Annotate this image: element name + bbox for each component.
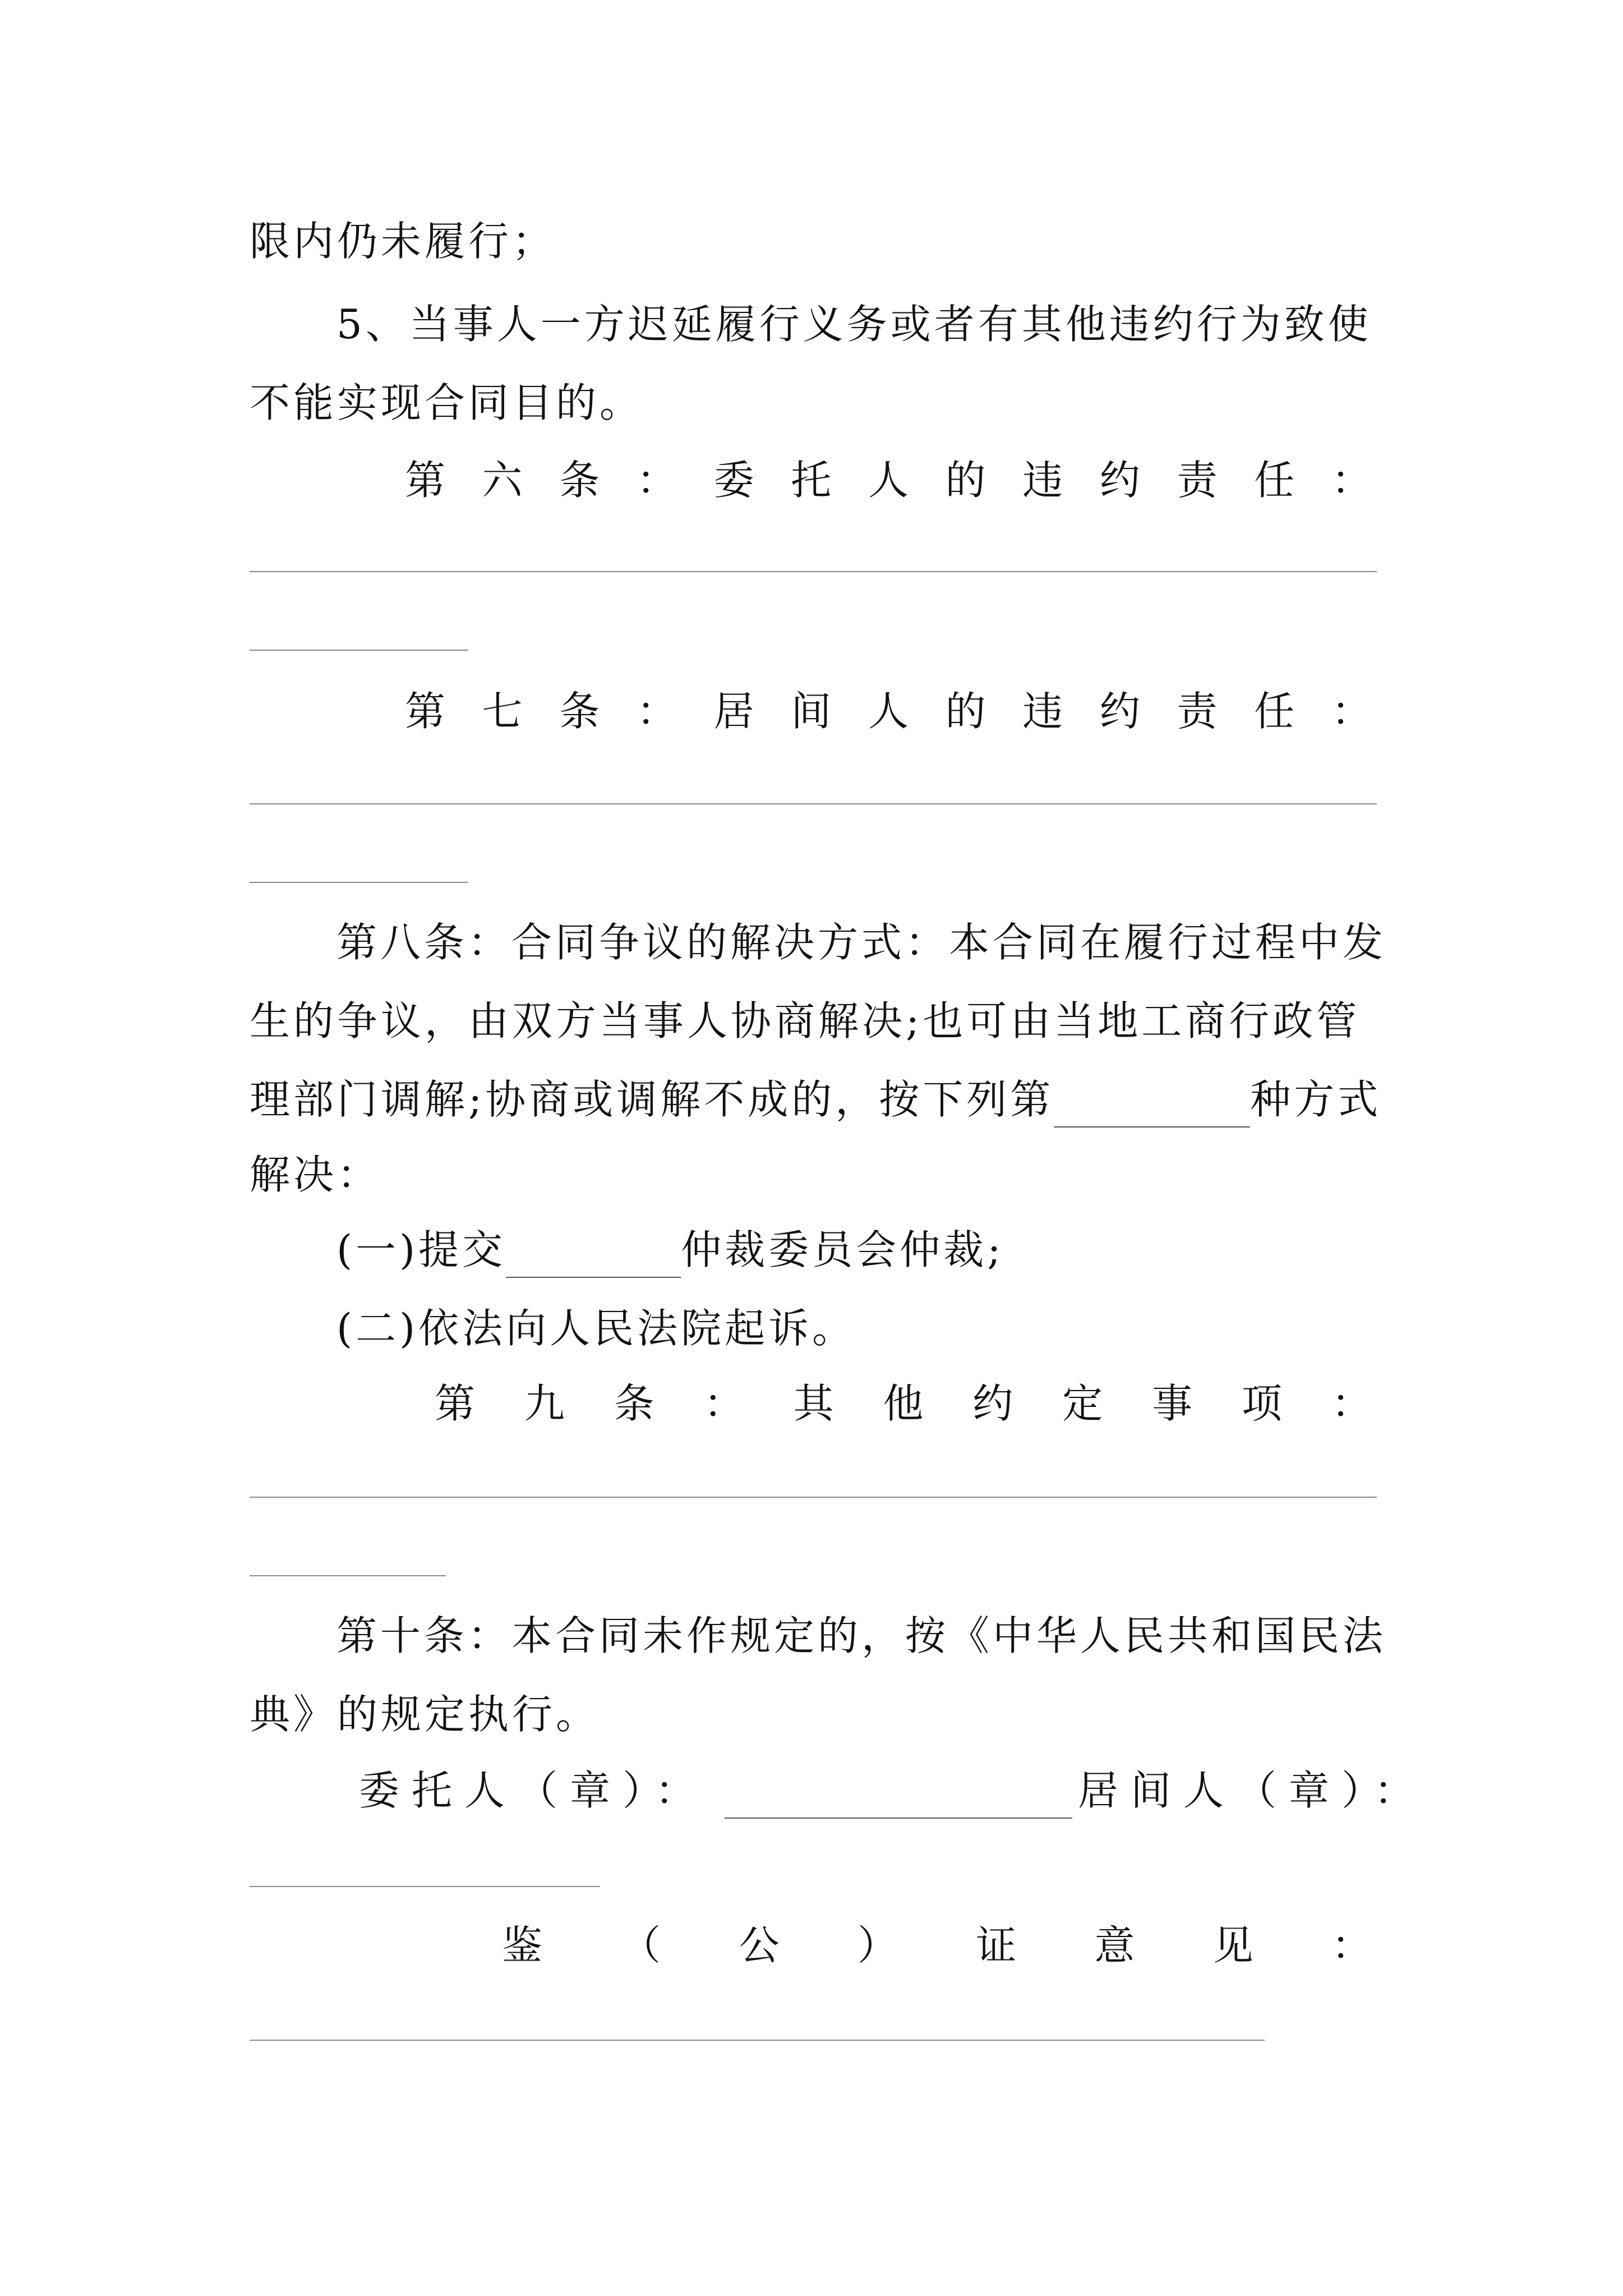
intermediary-seal-label: 居间人（章）： <box>1078 1767 1427 1814</box>
article-7-heading: 第 七 条 ： 居 间 人 的 违 约 责 任 ： <box>405 688 1375 735</box>
text-line-1: 限内仍未履行； <box>250 218 556 265</box>
article-6-blank-line-end <box>250 650 468 651</box>
article-10-line-1: 第十条：本合同未作规定的，按《中华人民共和国民法 <box>336 1612 1387 1659</box>
article-8-line-1: 第八条：合同争议的解决方式：本合同在履行过程中发 <box>336 919 1387 966</box>
notarization-heading: 鉴 （ 公 ） 证 意 见 ： <box>502 1922 1375 1969</box>
article-9-blank-line-end <box>250 1575 446 1576</box>
arbitration-committee-blank <box>506 1236 681 1278</box>
article-8-line-4: 解决： <box>250 1151 381 1198</box>
dispute-method-blank <box>1054 1086 1250 1128</box>
notarization-blank-line <box>250 2040 1265 2041</box>
article-8-line-2: 生的争议，由双方当事人协商解决;也可由当地工商行政管 <box>250 997 1361 1045</box>
article-7-blank-line <box>250 803 1377 804</box>
text-line-3: 不能实现合同目的。 <box>250 379 644 426</box>
article-6-heading: 第 六 条 ： 委 托 人 的 违 约 责 任 ： <box>405 457 1375 504</box>
article-10-line-2: 典》的规定执行。 <box>250 1691 600 1738</box>
litigation-option: (二)依法向人民法院起诉。 <box>336 1305 856 1352</box>
article-6-blank-line <box>250 571 1377 572</box>
intermediary-seal-blank <box>250 1886 600 1887</box>
article-9-heading: 第 九 条 ： 其 他 约 定 事 项 ： <box>435 1380 1375 1427</box>
principal-seal-blank <box>725 1777 1072 1819</box>
arbitration-option: (一)提交 仲裁委员会仲裁; <box>336 1222 1391 1278</box>
text-line-clause-5: 5、当事人一方迟延履行义务或者有其他违约行为致使 <box>336 301 1372 348</box>
principal-seal-label: 委托人（章）： <box>359 1767 708 1814</box>
signature-line <box>359 1763 1427 1819</box>
article-9-blank-line <box>250 1497 1377 1498</box>
article-7-blank-line-end <box>250 882 468 883</box>
article-8-line-3: 理部门调解;协商或调解不成的，按下列第 种方式 <box>250 1071 1388 1128</box>
